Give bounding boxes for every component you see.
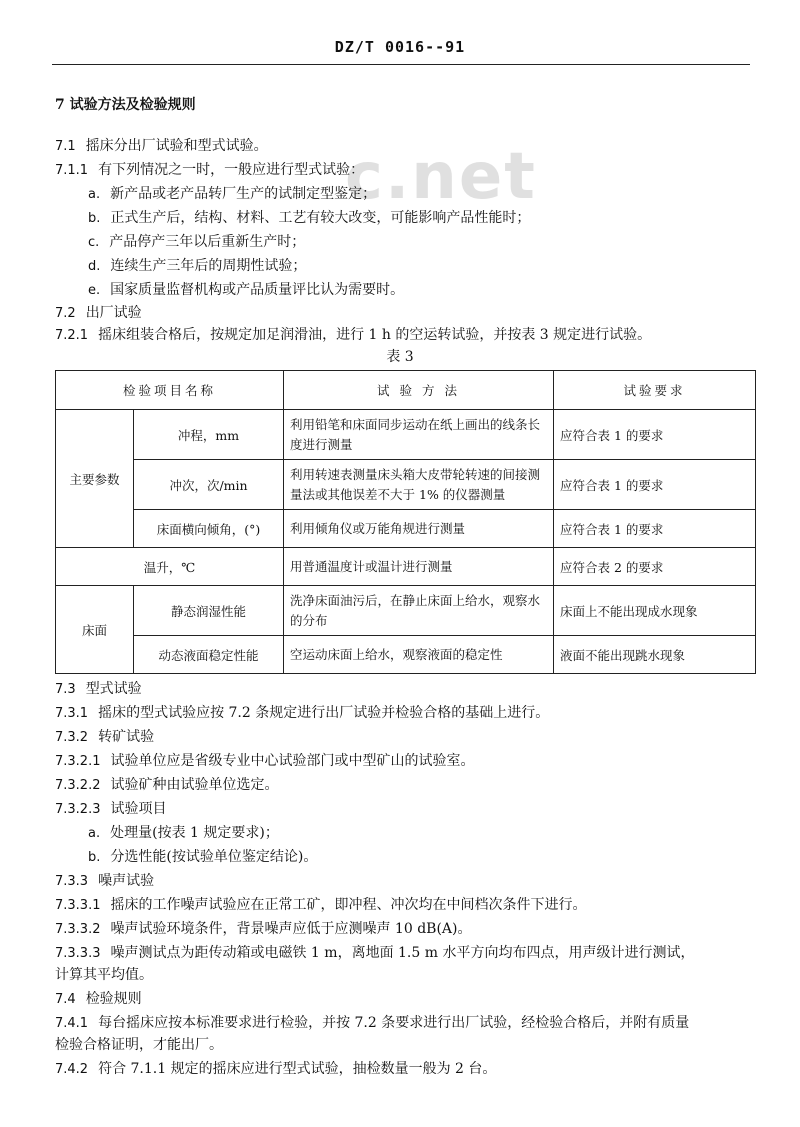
- requirement-cell: 应符合表 1 的要求: [554, 510, 756, 548]
- clause-number: 7.3.2.1: [55, 754, 101, 769]
- clause-number: 7.3.1: [55, 706, 89, 721]
- list-mark: b.: [88, 211, 101, 226]
- clause-text: 摇床的工作噪声试验应在正常工矿，即冲程、冲次均在中间档次条件下进行。: [110, 897, 587, 913]
- header-rule: [52, 64, 750, 65]
- table-caption: 表 3: [386, 349, 414, 365]
- clause-text: 符合 7.1.1 规定的摇床应进行型式试验，抽检数量一般为 2 台。: [98, 1061, 497, 1077]
- list-item: [88, 848, 317, 867]
- clause-number: 7.3.3: [55, 874, 89, 889]
- clause-7-3-3-2: [55, 920, 471, 939]
- list-text: 产品停产三年以后重新生产时；: [109, 234, 306, 250]
- clause-text: 摇床的型式试验应按 7.2 条规定进行出厂试验并检验合格的基础上进行。: [98, 705, 550, 721]
- list-item: [88, 209, 530, 228]
- item-cell: 静态润湿性能: [134, 586, 284, 636]
- clause-text: 噪声试验: [98, 873, 155, 889]
- clause-7-2-1: [55, 326, 651, 345]
- requirement-cell: 应符合表 1 的要求: [554, 460, 756, 510]
- clause-number: 7.1.1: [55, 163, 89, 178]
- list-mark: a.: [88, 826, 101, 841]
- clause-7-4-1: [55, 1014, 689, 1033]
- item-cell: 冲程，mm: [134, 410, 284, 460]
- item-cell: 床面横向倾角，(°): [134, 510, 284, 548]
- clause-number: 7.3.2.2: [55, 778, 101, 793]
- method-cell: 利用倾角仪或万能角规进行测量: [284, 510, 554, 548]
- clause-text: 出厂试验: [85, 305, 142, 321]
- clause-7-3-1: [55, 704, 549, 723]
- item-cell: 温升，℃: [56, 548, 284, 586]
- clause-7-3-2-3: [55, 800, 166, 819]
- clause-text: 噪声测试点为距传动箱或电磁铁 1 m，离地面 1.5 m 水平方向均布四点，用声级计进行测试，: [110, 945, 695, 961]
- clause-text: 检验规则: [85, 991, 142, 1007]
- list-text: 新产品或老产品转厂生产的试制定型鉴定；: [110, 186, 377, 202]
- standard-code: DZ/T 0016--91: [334, 38, 466, 56]
- clause-7-1-1: [55, 161, 364, 180]
- table-row: [56, 410, 756, 460]
- list-item: [88, 824, 279, 843]
- clause-continuation: 计算其平均值。: [55, 967, 153, 983]
- clause-number: 7.2: [55, 306, 76, 321]
- clause-text: 试验项目: [110, 801, 167, 817]
- clause-text: 噪声试验环境条件，背景噪声应低于应测噪声 10 dB(A)。: [110, 921, 472, 937]
- table-row: [56, 460, 756, 510]
- requirement-cell: 应符合表 1 的要求: [554, 410, 756, 460]
- clause-7-3-2-1: [55, 752, 474, 771]
- clause-number: 7.1: [55, 139, 76, 154]
- clause-number: 7.3.2.3: [55, 802, 101, 817]
- method-cell: 利用转速表测量床头箱大皮带轮转速的间接测量法或其他误差不大于 1% 的仪器测量: [284, 460, 554, 510]
- list-mark: e.: [88, 283, 101, 298]
- method-cell: 洗净床面油污后，在静止床面上给水，观察水的分布: [284, 586, 554, 636]
- list-item: [88, 257, 306, 276]
- item-cell: 动态液面稳定性能: [134, 636, 284, 674]
- table-row: [56, 586, 756, 636]
- clause-7-3-3-1: [55, 896, 586, 915]
- list-item: [88, 233, 305, 252]
- clause-7-4-2: [55, 1060, 496, 1079]
- list-mark: a.: [88, 187, 101, 202]
- clause-text: 型式试验: [85, 681, 142, 697]
- table-row: [56, 636, 756, 674]
- clause-text: 有下列情况之一时，一般应进行型式试验：: [98, 162, 365, 178]
- method-cell: 空运动床面上给水，观察液面的稳定性: [284, 636, 554, 674]
- method-cell: 用普通温度计或温计进行测量: [284, 548, 554, 586]
- clause-7-1: [55, 137, 268, 156]
- clause-7-3-2: [55, 728, 154, 747]
- clause-7-3-3-3: [55, 944, 694, 963]
- clause-text: 转矿试验: [98, 729, 155, 745]
- clause-7-4: [55, 990, 142, 1009]
- list-mark: b.: [88, 850, 101, 865]
- list-item: [88, 185, 376, 204]
- test-table: [55, 370, 756, 674]
- watermark: c.net: [345, 140, 537, 214]
- clause-number: 7.4.1: [55, 1016, 89, 1031]
- clause-number: 7.4: [55, 992, 76, 1007]
- clause-number: 7.2.1: [55, 328, 89, 343]
- requirement-cell: 床面上不能出现成水现象: [554, 586, 756, 636]
- clause-number: 7.3.3.2: [55, 922, 101, 937]
- clause-7-3-3: [55, 872, 154, 891]
- header-method: 试 验 方 法: [284, 371, 554, 410]
- clause-text: 每台摇床应按本标准要求进行检验，并按 7.2 条要求进行出厂试验，经检验合格后，并附有质量: [98, 1015, 690, 1031]
- clause-text: 试验矿种由试验单位选定。: [110, 777, 279, 793]
- requirement-cell: 液面不能出现跳水现象: [554, 636, 756, 674]
- list-mark: d.: [88, 259, 101, 274]
- group-deck: 床面: [56, 586, 134, 674]
- header-item: 检验项目名称: [56, 371, 284, 410]
- clause-number: 7.3.3.1: [55, 898, 101, 913]
- list-item: [88, 281, 404, 300]
- clause-text: 试验单位应是省级专业中心试验部门或中型矿山的试验室。: [110, 753, 475, 769]
- table-row: [56, 548, 756, 586]
- section-7-title: 7 试验方法及检验规则: [55, 97, 196, 113]
- clause-number: 7.3.2: [55, 730, 89, 745]
- item-cell: 冲次，次/min: [134, 460, 284, 510]
- group-main-params: 主要参数: [56, 410, 134, 548]
- clause-text: 摇床分出厂试验和型式试验。: [85, 138, 268, 154]
- table-header-row: [56, 371, 756, 410]
- list-text: 分选性能(按试验单位鉴定结论)。: [110, 849, 318, 865]
- clause-continuation: 检验合格证明，才能出厂。: [55, 1037, 223, 1053]
- list-text: 处理量(按表 1 规定要求)；: [110, 825, 279, 841]
- list-mark: c.: [88, 235, 100, 250]
- clause-number: 7.3: [55, 682, 76, 697]
- clause-7-3: [55, 680, 142, 699]
- clause-number: 7.3.3.3: [55, 946, 101, 961]
- header-requirement: 试验要求: [554, 371, 756, 410]
- list-text: 连续生产三年后的周期性试验；: [110, 258, 307, 274]
- method-cell: 利用铅笔和床面同步运动在纸上画出的线条长度进行测量: [284, 410, 554, 460]
- clause-number: 7.4.2: [55, 1062, 89, 1077]
- clause-text: 摇床组装合格后，按规定加足润滑油，进行 1 h 的空运转试验，并按表 3 规定进行试验。: [98, 327, 652, 343]
- clause-7-3-2-2: [55, 776, 278, 795]
- clause-7-2: [55, 304, 142, 323]
- requirement-cell: 应符合表 2 的要求: [554, 548, 756, 586]
- list-text: 正式生产后，结构、材料、工艺有较大改变，可能影响产品性能时；: [110, 210, 531, 226]
- list-text: 国家质量监督机构或产品质量评比认为需要时。: [110, 282, 405, 298]
- table-row: [56, 510, 756, 548]
